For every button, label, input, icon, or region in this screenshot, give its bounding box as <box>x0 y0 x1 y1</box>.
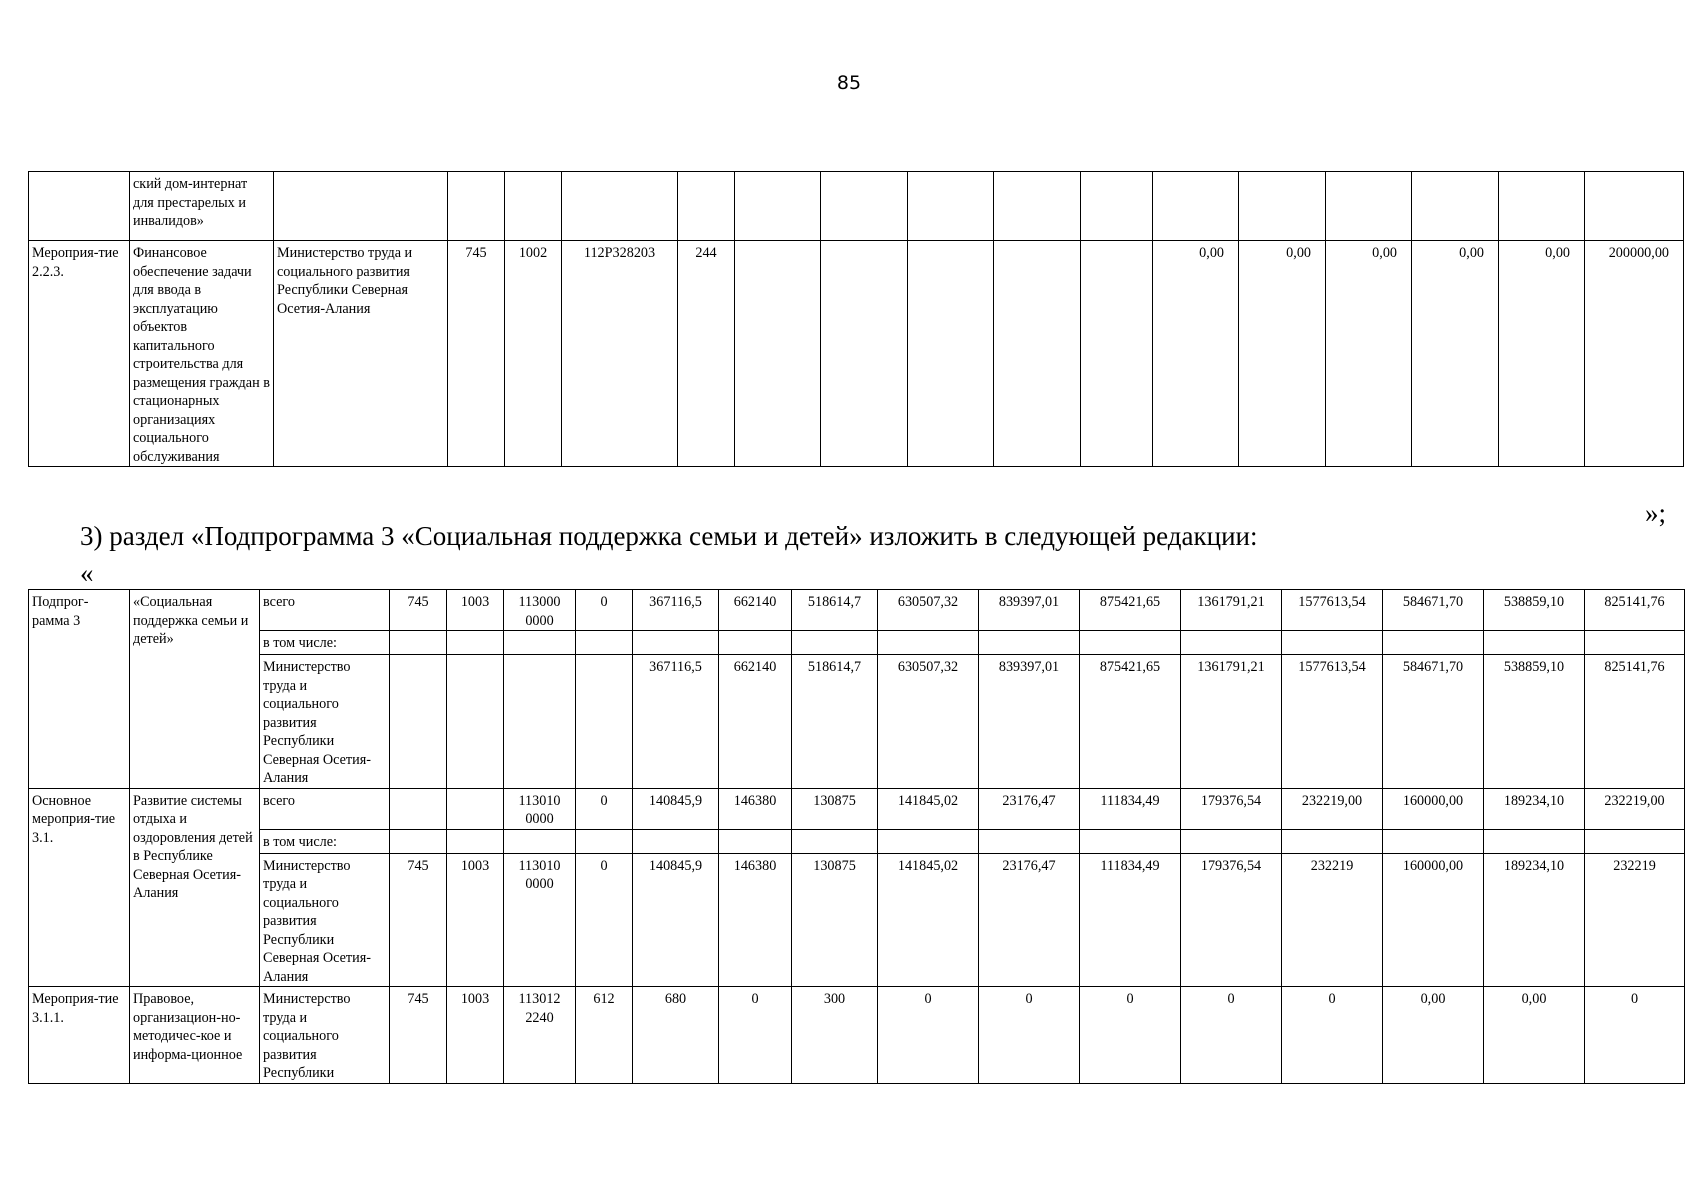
program-code-cell: Мероприя-тие 3.1.1. <box>29 987 130 1084</box>
year-amount-cell: 0 <box>719 987 792 1084</box>
year-amount-cell <box>979 829 1080 853</box>
year-amount-cell: 179376,54 <box>1181 853 1282 987</box>
year-amount-cell <box>1080 631 1181 655</box>
year-amount-cell: 1361791,21 <box>1181 590 1282 631</box>
executor-cell: всего <box>260 590 390 631</box>
table-row <box>29 655 1685 789</box>
program-code-cell: Основное мероприя-тие 3.1. <box>29 788 130 987</box>
page-number: 85 <box>836 72 862 94</box>
year-amount-cell: 875421,65 <box>1080 590 1181 631</box>
activity-name-cell: ский дом-интернат для престарелых и инвалидов» <box>130 172 274 241</box>
executor-cell: всего <box>260 788 390 829</box>
executor-cell: Министерство труда и социального развития Республики Северная Осетия-Алания <box>274 241 448 467</box>
expense-type-cell <box>576 829 633 853</box>
year-amount-cell: 23176,47 <box>979 788 1080 829</box>
year-amount-cell: 232219,00 <box>1585 788 1685 829</box>
executor-cell <box>274 172 448 241</box>
year-amount-cell: 538859,10 <box>1484 590 1585 631</box>
grbs-code-cell: 745 <box>448 241 505 467</box>
year-amount-cell <box>1239 172 1326 241</box>
year-amount-cell <box>1585 172 1684 241</box>
year-amount-cell: 146380 <box>719 853 792 987</box>
year-amount-cell <box>633 631 719 655</box>
grbs-code-cell <box>390 829 447 853</box>
year-amount-cell: 111834,49 <box>1080 788 1181 829</box>
year-amount-cell <box>719 631 792 655</box>
executor-cell: Министерство труда и социального развития Республики <box>260 987 390 1084</box>
year-amount-cell: 662140 <box>719 655 792 789</box>
table-row <box>29 631 1685 655</box>
year-amount-cell: 140845,9 <box>633 788 719 829</box>
year-amount-cell <box>735 241 821 467</box>
subprogram-3-table <box>28 589 1685 1084</box>
expense-type-cell: 0 <box>576 853 633 987</box>
section-code-cell <box>447 631 504 655</box>
year-amount-cell: 0,00 <box>1412 241 1499 467</box>
table-row <box>29 590 1685 631</box>
year-amount-cell <box>821 172 908 241</box>
year-amount-cell: 111834,49 <box>1080 853 1181 987</box>
program-code-cell: Подпрог-рамма 3 <box>29 590 130 789</box>
year-amount-cell: 0 <box>878 987 979 1084</box>
year-amount-cell: 130875 <box>792 788 878 829</box>
year-amount-cell: 0 <box>1080 987 1181 1084</box>
year-amount-cell: 662140 <box>719 590 792 631</box>
year-amount-cell <box>878 829 979 853</box>
year-amount-cell: 839397,01 <box>979 655 1080 789</box>
target-code-cell: 113010 0000 <box>504 853 576 987</box>
year-amount-cell <box>1484 631 1585 655</box>
closing-quote: »; <box>1644 498 1666 528</box>
section-heading: 3) раздел «Подпрограмма 3 «Социальная поддержка семьи и детей» изложить в следующей редакции: <box>80 521 1258 551</box>
year-amount-cell <box>908 241 994 467</box>
year-amount-cell <box>1080 829 1181 853</box>
year-amount-cell: 146380 <box>719 788 792 829</box>
year-amount-cell: 232219,00 <box>1282 788 1383 829</box>
year-amount-cell: 0 <box>1585 987 1685 1084</box>
year-amount-cell: 300 <box>792 987 878 1084</box>
grbs-code-cell: 745 <box>390 590 447 631</box>
year-amount-cell: 160000,00 <box>1383 853 1484 987</box>
budget-table-continuation <box>28 171 1684 467</box>
expense-type-cell: 244 <box>678 241 735 467</box>
grbs-code-cell: 745 <box>390 853 447 987</box>
year-amount-cell: 189234,10 <box>1484 853 1585 987</box>
target-code-cell <box>504 829 576 853</box>
year-amount-cell: 0,00 <box>1383 987 1484 1084</box>
year-amount-cell: 141845,02 <box>878 788 979 829</box>
section-code-cell: 1002 <box>505 241 562 467</box>
activity-name-cell: Финансовое обеспечение задачи для ввода в эксплуатацию объектов капитального строительства для размещения граждан в стационарных организациях социального обслуживания <box>130 241 274 467</box>
year-amount-cell: 1577613,54 <box>1282 590 1383 631</box>
year-amount-cell: 0 <box>1282 987 1383 1084</box>
year-amount-cell: 130875 <box>792 853 878 987</box>
expense-type-cell: 612 <box>576 987 633 1084</box>
year-amount-cell <box>1383 829 1484 853</box>
year-amount-cell <box>735 172 821 241</box>
year-amount-cell: 875421,65 <box>1080 655 1181 789</box>
year-amount-cell <box>908 172 994 241</box>
year-amount-cell <box>1499 172 1585 241</box>
section-code-cell <box>447 829 504 853</box>
program-name-cell: Развитие системы отдыха и оздоровления детей в Республике Северная Осетия-Алания <box>130 788 260 987</box>
expense-type-cell <box>678 172 735 241</box>
expense-type-cell <box>576 631 633 655</box>
year-amount-cell <box>1585 631 1685 655</box>
expense-type-cell: 0 <box>576 788 633 829</box>
executor-cell: в том числе: <box>260 829 390 853</box>
year-amount-cell <box>1412 172 1499 241</box>
expense-type-cell: 0 <box>576 590 633 631</box>
grbs-code-cell <box>448 172 505 241</box>
year-amount-cell <box>1181 631 1282 655</box>
year-amount-cell <box>994 241 1081 467</box>
section-code-cell <box>447 788 504 829</box>
year-amount-cell: 584671,70 <box>1383 655 1484 789</box>
target-code-cell: 112Р328203 <box>562 241 678 467</box>
section-code-cell: 1003 <box>447 590 504 631</box>
year-amount-cell: 0,00 <box>1153 241 1239 467</box>
year-amount-cell <box>878 631 979 655</box>
year-amount-cell: 0,00 <box>1484 987 1585 1084</box>
year-amount-cell: 680 <box>633 987 719 1084</box>
activity-code-cell <box>29 172 130 241</box>
year-amount-cell: 367116,5 <box>633 590 719 631</box>
year-amount-cell: 200000,00 <box>1585 241 1684 467</box>
year-amount-cell: 232219 <box>1585 853 1685 987</box>
year-amount-cell: 825141,76 <box>1585 590 1685 631</box>
section-code-cell <box>505 172 562 241</box>
year-amount-cell: 160000,00 <box>1383 788 1484 829</box>
year-amount-cell <box>1282 829 1383 853</box>
target-code-cell <box>504 655 576 789</box>
year-amount-cell: 0,00 <box>1326 241 1412 467</box>
year-amount-cell: 0 <box>1181 987 1282 1084</box>
year-amount-cell <box>994 172 1081 241</box>
year-amount-cell <box>1153 172 1239 241</box>
year-amount-cell: 141845,02 <box>878 853 979 987</box>
year-amount-cell: 839397,01 <box>979 590 1080 631</box>
target-code-cell: 113010 0000 <box>504 788 576 829</box>
year-amount-cell <box>979 631 1080 655</box>
activity-code-cell: Мероприя-тие 2.2.3. <box>29 241 130 467</box>
year-amount-cell <box>1326 172 1412 241</box>
year-amount-cell: 630507,32 <box>878 590 979 631</box>
executor-cell: Министерство труда и социального развития Республики Северная Осетия-Алания <box>260 655 390 789</box>
section-code-cell: 1003 <box>447 987 504 1084</box>
year-amount-cell: 630507,32 <box>878 655 979 789</box>
grbs-code-cell <box>390 655 447 789</box>
year-amount-cell <box>1081 172 1153 241</box>
year-amount-cell <box>719 829 792 853</box>
year-amount-cell <box>792 829 878 853</box>
executor-cell: Министерство труда и социального развития Республики Северная Осетия-Алания <box>260 853 390 987</box>
year-amount-cell: 825141,76 <box>1585 655 1685 789</box>
year-amount-cell: 518614,7 <box>792 655 878 789</box>
year-amount-cell: 140845,9 <box>633 853 719 987</box>
table-row <box>29 172 1684 241</box>
year-amount-cell: 23176,47 <box>979 853 1080 987</box>
year-amount-cell <box>1484 829 1585 853</box>
table-row <box>29 241 1684 467</box>
year-amount-cell: 189234,10 <box>1484 788 1585 829</box>
year-amount-cell: 538859,10 <box>1484 655 1585 789</box>
table-row <box>29 853 1685 987</box>
target-code-cell: 113000 0000 <box>504 590 576 631</box>
grbs-code-cell <box>390 788 447 829</box>
year-amount-cell <box>1081 241 1153 467</box>
section-code-cell: 1003 <box>447 853 504 987</box>
section-code-cell <box>447 655 504 789</box>
year-amount-cell: 1361791,21 <box>1181 655 1282 789</box>
year-amount-cell <box>1585 829 1685 853</box>
year-amount-cell: 584671,70 <box>1383 590 1484 631</box>
year-amount-cell: 1577613,54 <box>1282 655 1383 789</box>
target-code-cell <box>562 172 678 241</box>
year-amount-cell <box>821 241 908 467</box>
year-amount-cell <box>792 631 878 655</box>
grbs-code-cell: 745 <box>390 987 447 1084</box>
year-amount-cell <box>1181 829 1282 853</box>
year-amount-cell: 232219 <box>1282 853 1383 987</box>
grbs-code-cell <box>390 631 447 655</box>
year-amount-cell: 0,00 <box>1499 241 1585 467</box>
executor-cell: в том числе: <box>260 631 390 655</box>
table-row <box>29 788 1685 829</box>
program-name-cell: Правовое, организацион-но-методичес-кое и информа-ционное <box>130 987 260 1084</box>
year-amount-cell <box>633 829 719 853</box>
year-amount-cell <box>1383 631 1484 655</box>
target-code-cell <box>504 631 576 655</box>
table-row <box>29 987 1685 1084</box>
program-name-cell: «Социальная поддержка семьи и детей» <box>130 590 260 789</box>
year-amount-cell <box>1282 631 1383 655</box>
year-amount-cell: 518614,7 <box>792 590 878 631</box>
year-amount-cell: 0 <box>979 987 1080 1084</box>
year-amount-cell: 367116,5 <box>633 655 719 789</box>
expense-type-cell <box>576 655 633 789</box>
target-code-cell: 113012 2240 <box>504 987 576 1084</box>
opening-quote: « <box>80 558 94 588</box>
table-row <box>29 829 1685 853</box>
year-amount-cell: 179376,54 <box>1181 788 1282 829</box>
year-amount-cell: 0,00 <box>1239 241 1326 467</box>
